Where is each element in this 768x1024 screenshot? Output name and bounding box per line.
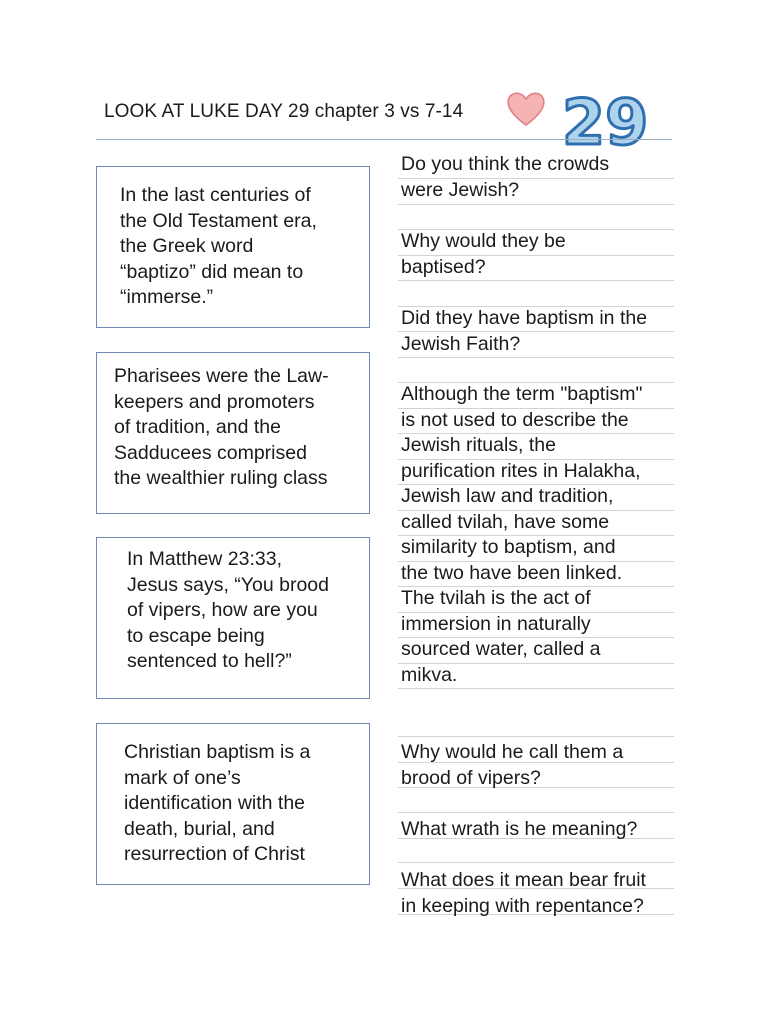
answer-tvilah: Although the term "baptism" is not used to describe the Jewish rituals, the purification rites in Halakha, Jewish law and tradition, called tvilah, have some similarity to baptism, and the two have been linked. The tvilah is the act of immersion in naturally sourced water, called a mikva. — [401, 383, 643, 686]
ruled-line — [398, 736, 674, 737]
question-baptism-jewish-faith: Did they have baptism in the Jewish Faith? — [401, 307, 648, 355]
day-number-badge — [560, 82, 649, 159]
ruled-line — [398, 862, 674, 863]
ruled-line — [398, 204, 674, 205]
note-text: Pharisees were the Law- keepers and promoters of tradition, and the Sadducees comprised the wealthier ruling class — [114, 365, 329, 489]
note-box-matthew — [96, 537, 370, 699]
ruled-line — [398, 688, 674, 689]
note-text: In Matthew 23:33, Jesus says, “You brood of vipers, how are you to escape being sentenced to hell?” — [127, 548, 329, 672]
note-box-baptizo — [96, 166, 370, 328]
note-box-christian-baptism — [96, 723, 370, 885]
day-number: 29 — [562, 86, 649, 159]
question-crowds-jewish: Do you think the crowds were Jewish? — [401, 153, 610, 201]
question-wrath: What wrath is he meaning? — [401, 818, 638, 840]
ruled-line — [398, 812, 674, 813]
title-divider — [96, 139, 672, 140]
note-box-pharisees — [96, 352, 370, 514]
question-why-baptised: Why would they be baptised? — [401, 230, 566, 278]
ruled-line — [398, 357, 674, 358]
heart-icon — [505, 88, 547, 130]
note-text: In the last centuries of the Old Testament era, the Greek word “baptizo” did mean to “immerse.” — [120, 184, 317, 308]
question-brood-of-vipers: Why would he call them a brood of vipers? — [401, 741, 624, 789]
page-title: LOOK AT LUKE DAY 29 chapter 3 vs 7-14 — [104, 101, 464, 122]
ruled-line — [398, 280, 674, 281]
question-bear-fruit: What does it mean bear fruit in keeping with repentance? — [401, 869, 646, 917]
note-text: Christian baptism is a mark of one’s identification with the death, burial, and resurrection of Christ — [124, 741, 311, 865]
